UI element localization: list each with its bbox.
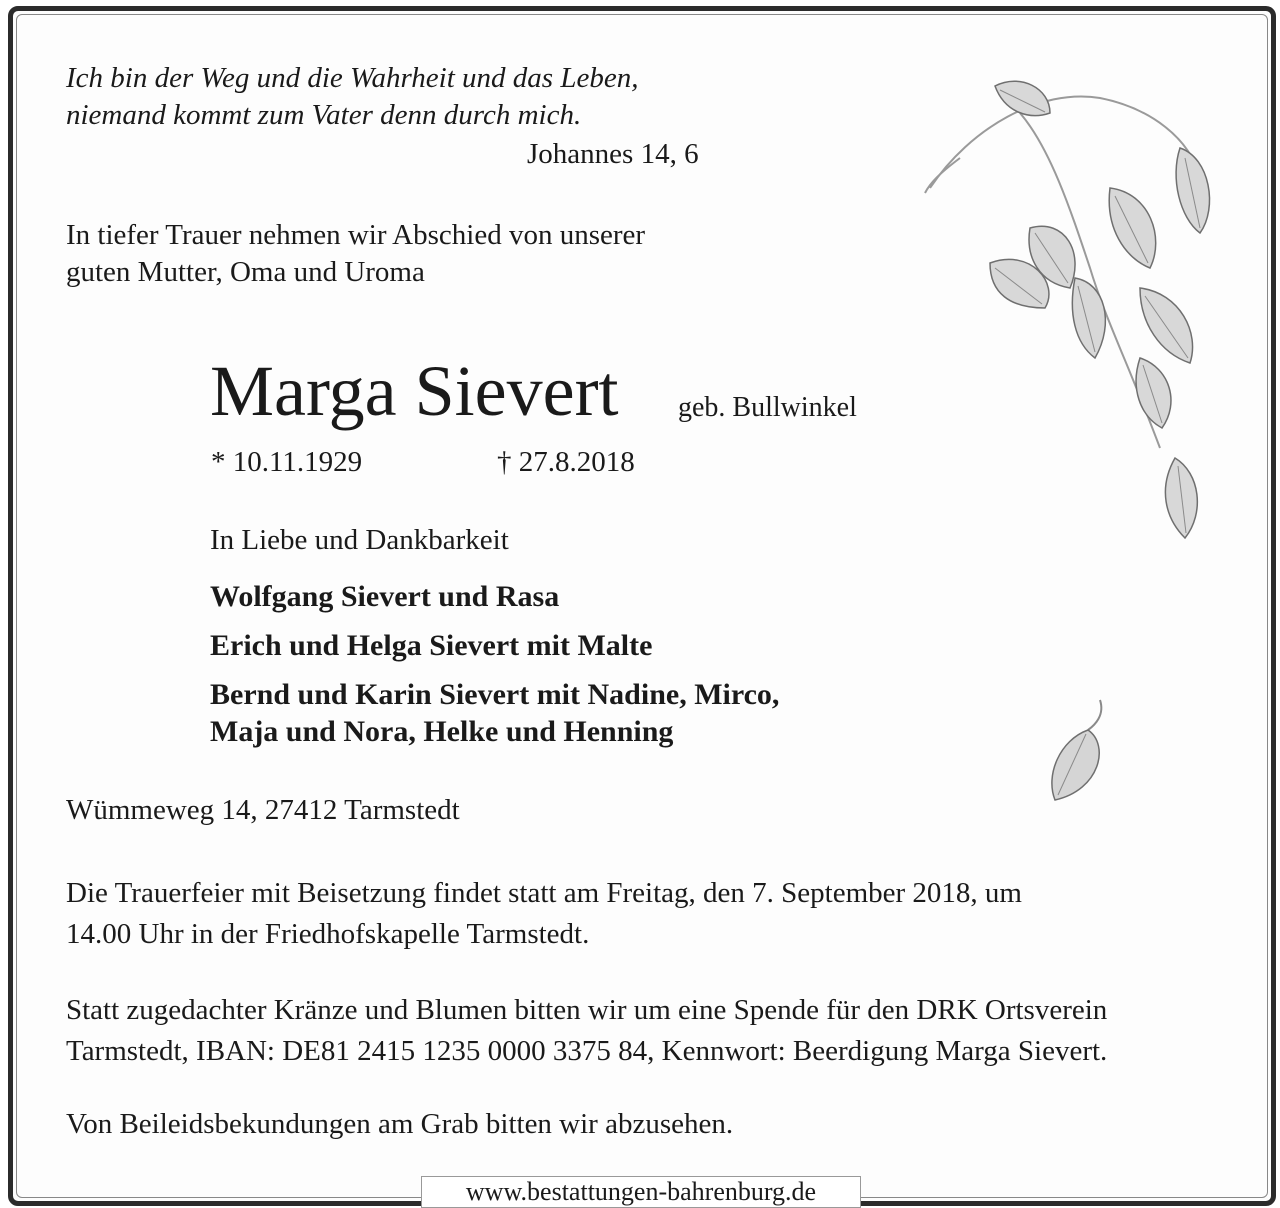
- closing-note: Von Beileidsbekundungen am Grab bitten wir abzusehen.: [66, 1108, 734, 1140]
- birth-date: * 10.11.1929: [211, 446, 363, 478]
- birth-name: geb. Bullwinkel: [678, 392, 857, 423]
- ceremony-line-1: Die Trauerfeier mit Beisetzung findet statt am Freitag, den 7. September 2018, um: [66, 877, 1022, 909]
- ceremony-line-2: 14.00 Uhr in der Friedhofskapelle Tarmstedt.: [66, 918, 590, 950]
- quote-line-1: Ich bin der Weg und die Wahrheit und das Leben,: [66, 62, 639, 94]
- mourner-group-3-line-2: Maja und Nora, Helke und Henning: [210, 715, 674, 748]
- birch-branch-icon: [900, 68, 1230, 558]
- quote-reference: Johannes 14, 6: [527, 138, 699, 170]
- footer-url: www.bestattungen-bahrenburg.de: [465, 1177, 817, 1206]
- mourners-intro: In Liebe und Dankbarkeit: [210, 524, 509, 556]
- quote-line-2: niemand kommt zum Vater denn durch mich.: [66, 99, 582, 131]
- mourner-address: Wümmeweg 14, 27412 Tarmstedt: [66, 794, 460, 826]
- donation-line-2: Tarmstedt, IBAN: DE81 2415 1235 0000 3375 84, Kennwort: Beerdigung Marga Sievert.: [66, 1035, 1108, 1067]
- mourner-group-2: Erich und Helga Sievert mit Malte: [210, 629, 653, 662]
- mourner-group-1: Wolfgang Sievert und Rasa: [210, 580, 560, 613]
- intro-text: [66, 217, 645, 291]
- intro-line-2: guten Mutter, Oma und Uroma: [66, 256, 425, 288]
- mourner-group-3-line-1: Bernd und Karin Sievert mit Nadine, Mirco,: [210, 678, 780, 711]
- mourner-group-3: [210, 676, 779, 750]
- intro-line-1: In tiefer Trauer nehmen wir Abschied von unserer: [66, 219, 646, 251]
- donation-notice: [66, 990, 1107, 1072]
- footer-url-link[interactable]: [421, 1176, 861, 1208]
- deceased-name: Marga Sievert: [210, 351, 619, 431]
- ceremony-notice: [66, 873, 1022, 955]
- donation-line-1: Statt zugedachter Kränze und Blumen bitten wir um eine Spende für den DRK Ortsverein: [66, 994, 1108, 1026]
- bible-quote: [66, 60, 638, 134]
- birch-leaf-icon: [1000, 690, 1140, 820]
- death-date: † 27.8.2018: [497, 446, 635, 478]
